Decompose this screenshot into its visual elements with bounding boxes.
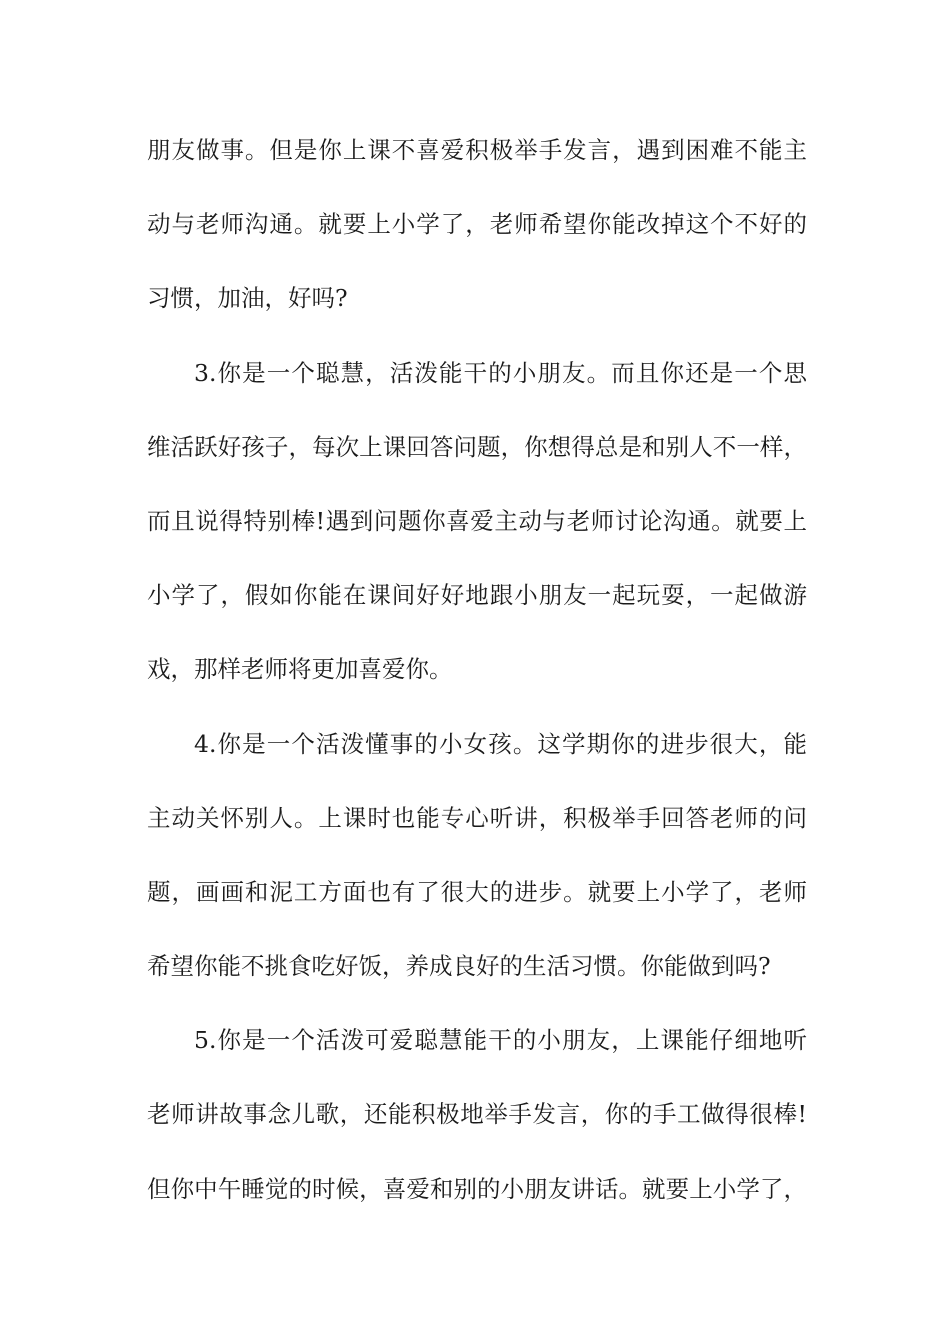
text-line: 动与老师沟通。就要上小学了，老师希望你能改掉这个不好的 — [147, 210, 807, 239]
text-line: 小学了，假如你能在课间好好地跟小朋友一起玩耍，一起做游 — [147, 581, 807, 610]
paragraph-5-start: 5.你是一个活泼可爱聪慧能干的小朋友，上课能仔细地听 — [194, 1026, 807, 1055]
text-line: 但你中午睡觉的时候，喜爱和别的小朋友讲话。就要上小学了， — [147, 1174, 807, 1203]
text-line: 老师讲故事念儿歌，还能积极地举手发言，你的手工做得很棒! — [147, 1100, 807, 1129]
body-text — [147, 126, 807, 1239]
text-line: 维活跃好孩子，每次上课回答问题，你想得总是和别人不一样， — [147, 432, 807, 461]
text-line: 主动关怀别人。上课时也能专心听讲，积极举手回答老师的问 — [147, 803, 807, 832]
text-line: 题，画画和泥工方面也有了很大的进步。就要上小学了，老师 — [147, 877, 807, 906]
paragraph-3-start: 3.你是一个聪慧，活泼能干的小朋友。而且你还是一个思 — [194, 358, 807, 387]
text-line: 而且说得特别棒!遇到问题你喜爱主动与老师讨论沟通。就要上 — [147, 506, 807, 535]
text-line: 戏，那样老师将更加喜爱你。 — [147, 655, 453, 684]
text-line: 希望你能不挑食吃好饭，养成良好的生活习惯。你能做到吗? — [147, 952, 771, 981]
paragraph-4-start: 4.你是一个活泼懂事的小女孩。这学期你的进步很大，能 — [194, 729, 807, 758]
text-line: 习惯，加油，好吗? — [147, 284, 348, 313]
text-line: 朋友做事。但是你上课不喜爱积极举手发言，遇到困难不能主 — [147, 136, 807, 164]
